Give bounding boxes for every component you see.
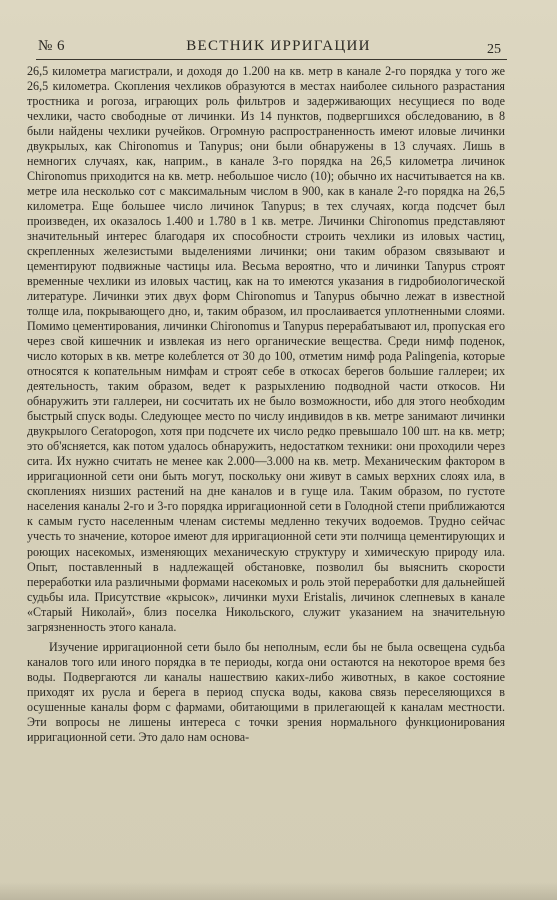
paragraph: 26,5 километра магистрали, и доходя до 1.200 на кв. метр в канале 2-го порядка у того же 26,5 километра. Скопления чехликов образуются в местах наиболее сильного разрастания тростника и рогоза, играющих роль фильтров и задерживающих несущиеся по воде чехлики, часто свободные от личинки. Из 14 пунктов, подвергшихся обследованию, в 8 были найдены чехлики ручейков. Огромную распространенность имеют иловые личинки двукрылых, как Chironomus и Tanypus; они были обнаружены в 13 случаях. Лишь в немногих случаях, как, наприм., в канале 3-го порядка на 26,5 километра личинок Chironomus приходится на кв. метр. небольшое число (10); обычно их насчитывается на кв. метре ила несколько сот с максимальным числом в 900, как в канале 2-го порядка на 26,5 километра. Еще большее число личинок Tanypus; в тех случаях, когда подсчет был произведен, их оказалось 1.400 и 1.780 в 1 кв. метре. Личинки Chironomus представляют значительный интерес благодаря их способности строить чехлики из иловых частиц, скрепленных железистыми выделениями личинки; они таким образом связывают и цементируют подвижные частицы ила. Весьма вероятно, что и личинки Tanypus строят временные чехлики из иловых частиц, как на то имеются указания в гидробиологической литературе. Личинки этих двух форм Chironomus и Tanypus обычно лежат в известной толще ила, покрывающего дно, и, таким образом, ил прослаивается уплотненными слоями. Помимо цементирования, личинки Chironomus и Tanypus перерабатывают ил, пропуская его через свой кишечник и извлекая из него органические вещества. Среди нимф поденок, число которых в кв. метре колеблется от 30 до 100, отметим нимф рода Palingenia, которые относятся к копательным нимфам и строят себе в откосах берегов большие галлереи; их деятельность, таким образом, ведет к разрыхлению подводной части откосов. Ни обнаружить эти галлереи, ни сосчитать их не было возможности, ибо для этого необходим быстрый спуск воды. Следующее место по числу индивидов в кв. метре занимают личинки двукрылого Ceratopogon, хотя при подсчете их число редко превышало 100 шт. на кв. метр; это об'ясняется, как потом удалось обнаружить, недостатком техники: они проходили через сита. Их нужно считать не менее как 2.000—3.000 на кв. метр. Механическим фактором в ирригационной сети они быть могут, поскольку они живут в самых верхних слоях ила, в скоплениях низших растений на дне каналов и в гуще ила. Таким образом, по густоте населения каналы 2-го и 3-го порядка ирригационной сети в Голодной степи приближаются к самым густо населенным членам системы медленно текучих водоемов. Трудно сейчас учесть то значение, которое имеют для ирригационной сети эти полчища цементирующих и роющих насекомых, изменяющих механическую структуру и химическую природу ила. Опыт, поставленный в надлежащей обстановке, позволил бы выяснить скорости переработки ила различными формами насекомых и роль этой переработки для дальнейшей судьбы ила. Присутствие «крысок», личинки мухи Eristalis, личинок слепневых в канале «Старый Николай», близ поселка Никольского, служит указанием на значительную загрязненность этого канала. xyxy=(27,64,505,634)
journal-title: ВЕСТНИК ИРРИГАЦИИ xyxy=(186,38,371,54)
page-number: 25 xyxy=(487,42,501,57)
page-edge-shadow xyxy=(0,882,557,900)
running-header xyxy=(0,34,557,60)
issue-number: № 6 xyxy=(38,38,66,54)
header-rule xyxy=(36,59,507,60)
body-text xyxy=(27,64,505,745)
paragraph: Изучение ирригационной сети было бы неполным, если бы не была освещена судьба каналов того или иного порядка в те периоды, когда они остаются на некоторое время без воды. Подвергаются ли каналы нашествию каких-либо животных, в какое состояние приходят их русла и берега в период спуска воды, какова связь переселяющихся в осушенные каналы форм с фармами, обитающими в прилегающей к каналам местности. Эти вопросы не лишены интереса с точки зрения нормального функционирования ирригационной сети. Это дало нам основа- xyxy=(27,639,505,744)
